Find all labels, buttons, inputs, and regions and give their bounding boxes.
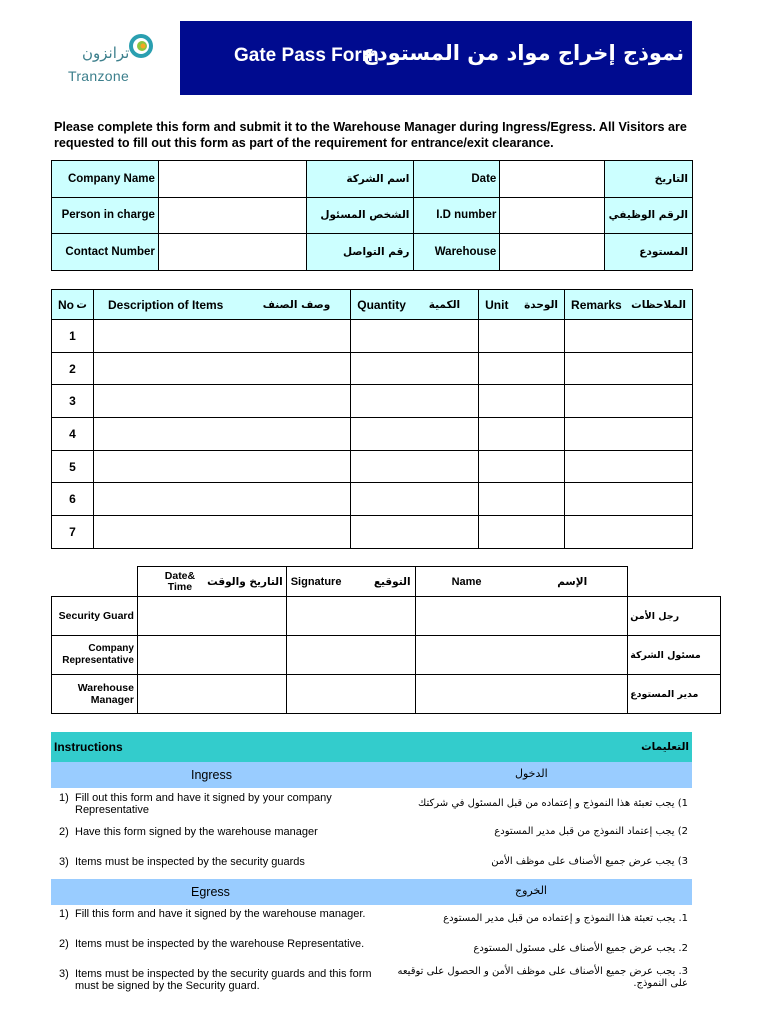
name-header (415, 567, 628, 597)
security-guard-label-ar: رجل الأمن (628, 597, 721, 636)
ingress-title-en: Ingress (191, 768, 232, 782)
item-description-field[interactable] (93, 385, 350, 418)
instruction-item (51, 905, 692, 935)
date-time-header-ar: التاريخ والوقت (207, 575, 283, 588)
person-in-charge-label: Person in charge (52, 197, 159, 234)
company-representative-date-field[interactable] (137, 636, 286, 675)
instruction-number: 1) (59, 908, 69, 920)
security-guard-signature-field[interactable] (286, 597, 415, 636)
item-description-field[interactable] (93, 418, 350, 451)
company-representative-label-ar: مسئول الشركة (628, 636, 721, 675)
instruction-item (51, 820, 692, 850)
item-remarks-field[interactable] (565, 320, 693, 353)
item-remarks-field[interactable] (565, 385, 693, 418)
item-unit-field[interactable] (479, 320, 565, 353)
no-header (52, 290, 94, 320)
company-representative-label: Company Representative (52, 636, 138, 675)
unit-header-ar: الوحدة (524, 298, 559, 311)
item-row (52, 352, 693, 385)
item-unit-field[interactable] (479, 483, 565, 516)
item-description-field[interactable] (93, 320, 350, 353)
no-header-en: No (58, 297, 74, 312)
title-banner (180, 21, 692, 95)
item-description-field[interactable] (93, 483, 350, 516)
quantity-header-en: Quantity (357, 297, 406, 312)
instructions-bar (51, 732, 692, 762)
egress-title-en: Egress (191, 885, 230, 899)
warehouse-field[interactable] (500, 234, 605, 271)
item-remarks-field[interactable] (565, 483, 693, 516)
items-table (51, 289, 693, 549)
signature-row (52, 597, 721, 636)
instruction-text-ar: 3. يجب عرض جميع الأصناف على موظف الأمن و الحصول على توقيعه على النموذج. (397, 966, 688, 989)
date-time-header (137, 567, 286, 597)
warehouse-label: Warehouse (414, 234, 500, 271)
security-guard-label: Security Guard (52, 597, 138, 636)
company-name-label-ar: اسم الشركة (306, 161, 414, 198)
info-row (52, 161, 693, 198)
description-header (93, 290, 350, 320)
instruction-item (51, 850, 692, 879)
instruction-number: 3) (59, 856, 69, 868)
warehouse-manager-signature-field[interactable] (286, 675, 415, 714)
item-number: 6 (52, 483, 94, 516)
item-description-field[interactable] (93, 516, 350, 549)
item-unit-field[interactable] (479, 385, 565, 418)
item-quantity-field[interactable] (351, 450, 479, 483)
instruction-text: Items must be inspected by the security guards and this form must be signed by the Security guard. (75, 968, 372, 992)
name-header-en: Name (451, 575, 482, 588)
company-name-field[interactable] (158, 161, 306, 198)
company-name-label: Company Name (52, 161, 159, 198)
signature-header (286, 567, 415, 597)
ingress-bar (51, 762, 692, 788)
item-number: 3 (52, 385, 94, 418)
item-quantity-field[interactable] (351, 483, 479, 516)
instruction-text-ar: 3) يجب عرض جميع الأصناف على موظف الأمن (491, 856, 688, 867)
contact-number-label: Contact Number (52, 234, 159, 271)
ingress-title-ar: الدخول (515, 767, 548, 780)
instruction-number: 3) (59, 968, 69, 980)
instruction-number: 2) (59, 938, 69, 950)
item-remarks-field[interactable] (565, 418, 693, 451)
instructions-title-ar: التعليمات (641, 741, 689, 753)
unit-header (479, 290, 565, 320)
id-number-label: I.D number (414, 197, 500, 234)
item-quantity-field[interactable] (351, 516, 479, 549)
instruction-text-ar: 2. يجب عرض جميع الأصناف على مسئول المستودع (473, 943, 688, 954)
name-header-ar: الإسم (557, 575, 588, 588)
instruction-text: Fill out this form and have it signed by your company Representative (75, 792, 332, 816)
instruction-text-ar: 2) يجب إعتماد النموذج من قبل مدير المستودع (494, 826, 688, 837)
remarks-header-en: Remarks (571, 297, 622, 312)
logo-arabic-text: ترانزون (82, 44, 130, 62)
date-time-header-en: Date& Time (164, 569, 196, 593)
logo-name: Tranzone (68, 68, 130, 84)
item-row (52, 418, 693, 451)
id-number-field[interactable] (500, 197, 605, 234)
item-unit-field[interactable] (479, 352, 565, 385)
warehouse-label-ar: المستودع (605, 234, 693, 271)
item-quantity-field[interactable] (351, 320, 479, 353)
egress-bar (51, 879, 692, 905)
security-guard-name-field[interactable] (415, 597, 628, 636)
instruction-number: 2) (59, 826, 69, 838)
item-quantity-field[interactable] (351, 352, 479, 385)
person-in-charge-label-ar: الشخص المسئول (306, 197, 414, 234)
instruction-item (51, 965, 692, 995)
items-header-row (52, 290, 693, 320)
unit-header-en: Unit (485, 297, 509, 312)
item-remarks-field[interactable] (565, 516, 693, 549)
item-remarks-field[interactable] (565, 352, 693, 385)
person-in-charge-field[interactable] (158, 197, 306, 234)
item-row (52, 483, 693, 516)
instructions-title-en: Instructions (54, 740, 123, 754)
form-title-ar: نموذج إخراج مواد من المستودع (362, 41, 684, 65)
contact-number-field[interactable] (158, 234, 306, 271)
instruction-text-ar: 1. يجب تعبئة هذا النموذج و إعتماده من قبل مدير المستودع (443, 913, 688, 924)
item-number: 4 (52, 418, 94, 451)
company-logo (60, 30, 170, 90)
signature-row (52, 675, 721, 714)
warehouse-manager-label-ar: مدير المستودع (628, 675, 721, 714)
item-row (52, 385, 693, 418)
company-representative-name-field[interactable] (415, 636, 628, 675)
instruction-item (51, 788, 692, 820)
signature-header-ar: التوقيع (373, 575, 411, 588)
warehouse-manager-label: Warehouse Manager (52, 675, 138, 714)
tranzone-logo-icon (126, 32, 156, 60)
item-description-field[interactable] (93, 352, 350, 385)
no-header-ar: ت (76, 298, 87, 311)
form-title-en: Gate Pass Form (234, 45, 379, 66)
info-row (52, 234, 693, 271)
date-label: Date (414, 161, 500, 198)
instruction-text: Have this form signed by the warehouse manager (75, 826, 318, 838)
item-number: 1 (52, 320, 94, 353)
remarks-header (565, 290, 693, 320)
id-number-label-ar: الرقم الوظيفي (605, 197, 693, 234)
signature-row (52, 636, 721, 675)
description-header-en: Description of Items (107, 297, 224, 312)
quantity-header-ar: الكمية (428, 298, 461, 311)
item-unit-field[interactable] (479, 516, 565, 549)
date-field[interactable] (500, 161, 605, 198)
item-unit-field[interactable] (479, 418, 565, 451)
contact-number-label-ar: رقم التواصل (306, 234, 414, 271)
instruction-number: 1) (59, 792, 69, 804)
instruction-text: Fill this form and have it signed by the warehouse manager. (75, 908, 366, 920)
item-number: 2 (52, 352, 94, 385)
item-number: 7 (52, 516, 94, 549)
signature-header-en: Signature (290, 575, 342, 588)
signatures-table (51, 566, 721, 714)
item-quantity-field[interactable] (351, 418, 479, 451)
item-description-field[interactable] (93, 450, 350, 483)
visitor-info-table (51, 160, 693, 271)
quantity-header (351, 290, 479, 320)
instructions-section (51, 732, 692, 995)
remarks-header-ar: الملاحظات (631, 298, 686, 311)
item-unit-field[interactable] (479, 450, 565, 483)
date-label-ar: التاريخ (605, 161, 693, 198)
description-header-ar: وصف الصنف (262, 298, 331, 311)
company-representative-signature-field[interactable] (286, 636, 415, 675)
warehouse-manager-date-field[interactable] (137, 675, 286, 714)
info-row (52, 197, 693, 234)
item-row (52, 450, 693, 483)
instruction-text: Items must be inspected by the security guards (75, 856, 305, 868)
item-quantity-field[interactable] (351, 385, 479, 418)
instruction-text-ar: 1) يجب تعبئة هذا النموذج و إعتماده من قبل المسئول في شركتك (418, 798, 688, 809)
item-remarks-field[interactable] (565, 450, 693, 483)
item-row (52, 516, 693, 549)
egress-title-ar: الخروج (515, 884, 547, 897)
signatures-header-row (52, 567, 721, 597)
item-row (52, 320, 693, 353)
instruction-text: Items must be inspected by the warehouse Representative. (75, 938, 365, 950)
item-number: 5 (52, 450, 94, 483)
intro-text: Please complete this form and submit it to the Warehouse Manager during Ingress/Egress. All Visitors are requested to fill out this form as part of the requirement for entrance/exit clearance. (54, 120, 687, 150)
instruction-item (51, 935, 692, 965)
warehouse-manager-name-field[interactable] (415, 675, 628, 714)
security-guard-date-field[interactable] (137, 597, 286, 636)
